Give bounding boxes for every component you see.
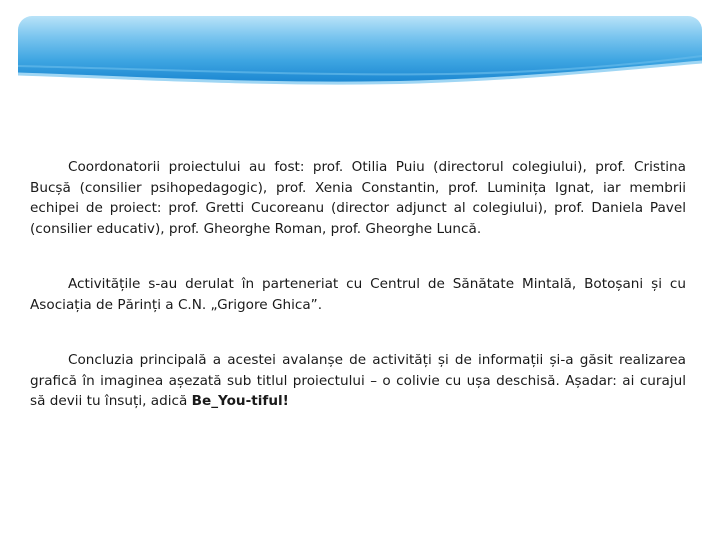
banner-wave-decoration — [18, 16, 702, 96]
conclusion-text: Concluzia principală a acestei avalanșe de activități și de informații și-a găsit realizarea grafică în imaginea așezată sub titlul proiectului – o colivie cu ușa deschisă. Așadar: ai curajul să devii tu însuți, adică — [30, 352, 686, 409]
conclusion-paragraph — [30, 350, 686, 412]
partnership-paragraph: Activitățile s-au derulat în parteneriat cu Centrul de Sănătate Mintală, Botoșani și cu Asociația de Părinți a C.N. „Grigore Ghica”. — [30, 276, 686, 313]
header-banner — [18, 16, 702, 96]
conclusion-motto: Be_You-tiful! — [191, 393, 289, 409]
slide-body — [30, 157, 686, 412]
coordinators-paragraph: Coordonatorii proiectului au fost: prof. Otilia Puiu (directorul colegiului), prof. Cristina Bucșă (consilier psihopedagogic), prof. Xenia Constantin, prof. Luminița Ignat, iar membrii echipei de proiect: prof. Gretti Cucoreanu (director adjunct al colegiului), prof. Daniela Pavel (consilier educativ), prof. Gheorghe Roman, prof. Gheorghe Luncă. — [30, 159, 686, 237]
